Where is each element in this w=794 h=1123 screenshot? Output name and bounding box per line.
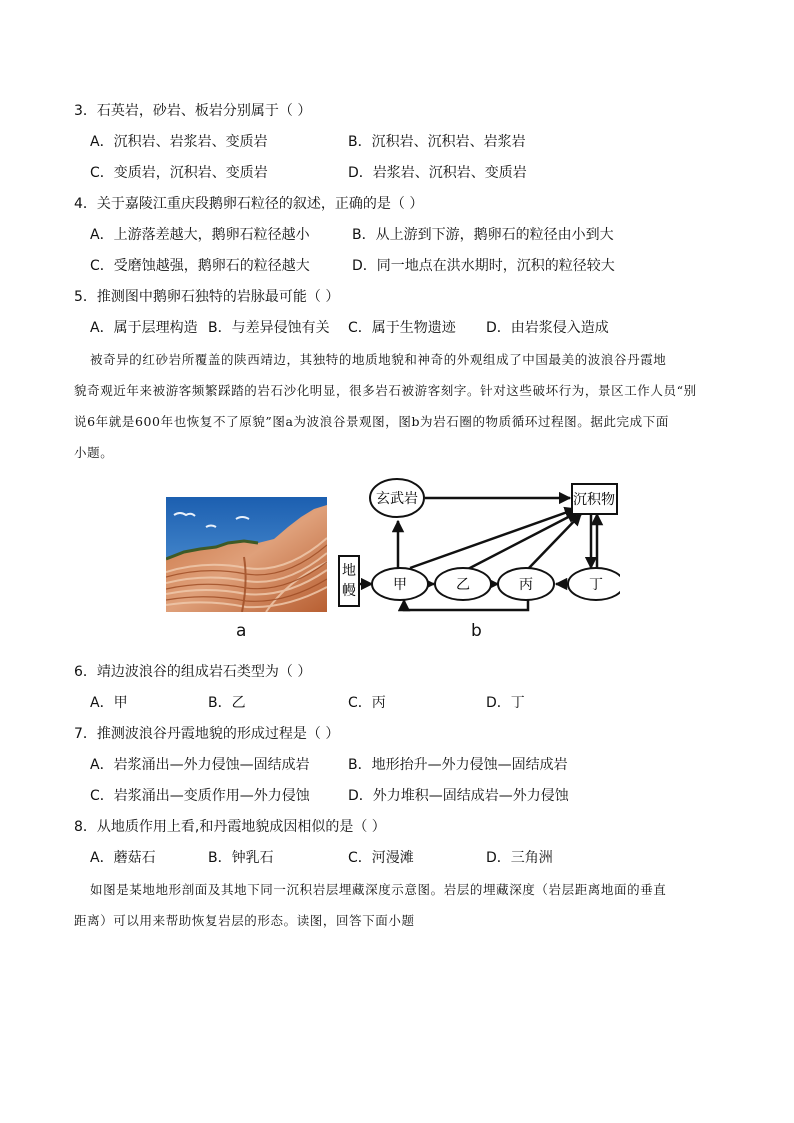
question-5-option-a: A．属于层理构造	[90, 320, 198, 336]
question-7-stem: 7．推测波浪谷丹霞地貌的形成过程是（ ）	[74, 726, 340, 742]
question-7-option-b: B．地形抬升—外力侵蚀—固结成岩	[348, 757, 568, 773]
question-5-option-d: D．由岩浆侵入造成	[486, 320, 609, 336]
question-6-option-b: B．乙	[208, 695, 246, 711]
rock-cycle-diagram	[338, 476, 620, 616]
question-7-option-c: C．岩浆涌出—变质作用—外力侵蚀	[90, 788, 310, 804]
question-4-stem: 4．关于嘉陵江重庆段鹅卵石粒径的叙述，正确的是（ ）	[74, 196, 424, 212]
passage-1-line-2: 貌奇观近年来被游客频繁踩踏的岩石沙化明显，很多岩石被游客刻字。针对这些破坏行为，景区工作人员“别	[74, 383, 697, 398]
question-8-option-a: A．蘑菇石	[90, 850, 156, 866]
figure-b-caption: b	[471, 621, 482, 641]
yi-label: 乙	[456, 577, 470, 593]
sediment-label: 沉积物	[573, 492, 615, 508]
question-4-option-b: B．从上游到下游，鹅卵石的粒径由小到大	[352, 227, 614, 243]
passage-1-line-1: 被奇异的红砂岩所覆盖的陕西靖边，其独特的地质地貌和神奇的外观组成了中国最美的波浪谷丹霞地	[90, 352, 667, 367]
question-3-option-b: B．沉积岩、沉积岩、岩浆岩	[348, 134, 526, 150]
jia-label: 甲	[393, 577, 407, 593]
wave-valley-photo	[166, 497, 327, 612]
question-7-option-d: D．外力堆积—固结成岩—外力侵蚀	[348, 788, 569, 804]
question-4-option-d: D．同一地点在洪水期时，沉积的粒径较大	[352, 258, 615, 274]
arrow-jia-to-sediment	[410, 509, 576, 568]
question-6-stem: 6．靖边波浪谷的组成岩石类型为（ ）	[74, 664, 312, 680]
mantle-label-1: 地	[342, 563, 356, 579]
passage-1-line-3: 说6年就是600年也恢复不了原貌”图a为波浪谷景观图，图b为岩石圈的物质循环过程图。据此完成下面	[74, 414, 669, 429]
question-3-option-d: D．岩浆岩、沉积岩、变质岩	[348, 165, 527, 181]
passage-1-line-4: 小题。	[74, 445, 114, 460]
question-6-option-c: C．丙	[348, 695, 386, 711]
question-5-option-b: B．与差异侵蚀有关	[208, 320, 330, 336]
question-4-option-c: C．受磨蚀越强，鹅卵石的粒径越大	[90, 258, 310, 274]
question-8-stem: 8．从地质作用上看,和丹霞地貌成因相似的是（ ）	[74, 819, 386, 835]
mantle-label-2: 幔	[342, 583, 356, 599]
question-7-option-a: A．岩浆涌出—外力侵蚀—固结成岩	[90, 757, 310, 773]
question-6-option-d: D．丁	[486, 695, 525, 711]
question-3-option-a: A．沉积岩、岩浆岩、变质岩	[90, 134, 268, 150]
passage-2-line-1: 如图是某地地形剖面及其地下同一沉积岩层埋藏深度示意图。岩层的埋藏深度（岩层距离地面的垂直	[90, 882, 667, 897]
question-6-option-a: A．甲	[90, 695, 128, 711]
question-8-option-b: B．钟乳石	[208, 850, 274, 866]
question-3-option-c: C．变质岩，沉积岩、变质岩	[90, 165, 268, 181]
question-8-option-d: D．三角洲	[486, 850, 553, 866]
wave-valley-illustration	[166, 497, 327, 612]
question-8-option-c: C．河漫滩	[348, 850, 414, 866]
question-5-option-c: C．属于生物遗迹	[348, 320, 456, 336]
ding-label: 丁	[589, 577, 603, 593]
question-4-option-a: A．上游落差越大，鹅卵石粒径越小	[90, 227, 310, 243]
basalt-label: 玄武岩	[376, 491, 418, 507]
question-3-stem: 3．石英岩，砂岩、板岩分别属于（ ）	[74, 103, 312, 119]
question-5-stem: 5．推测图中鹅卵石独特的岩脉最可能（ ）	[74, 289, 340, 305]
figure-a-caption: a	[236, 621, 247, 641]
bing-label: 丙	[519, 577, 533, 593]
passage-2-line-2: 距离）可以用来帮助恢复岩层的形态。读图，回答下面小题	[74, 913, 415, 928]
